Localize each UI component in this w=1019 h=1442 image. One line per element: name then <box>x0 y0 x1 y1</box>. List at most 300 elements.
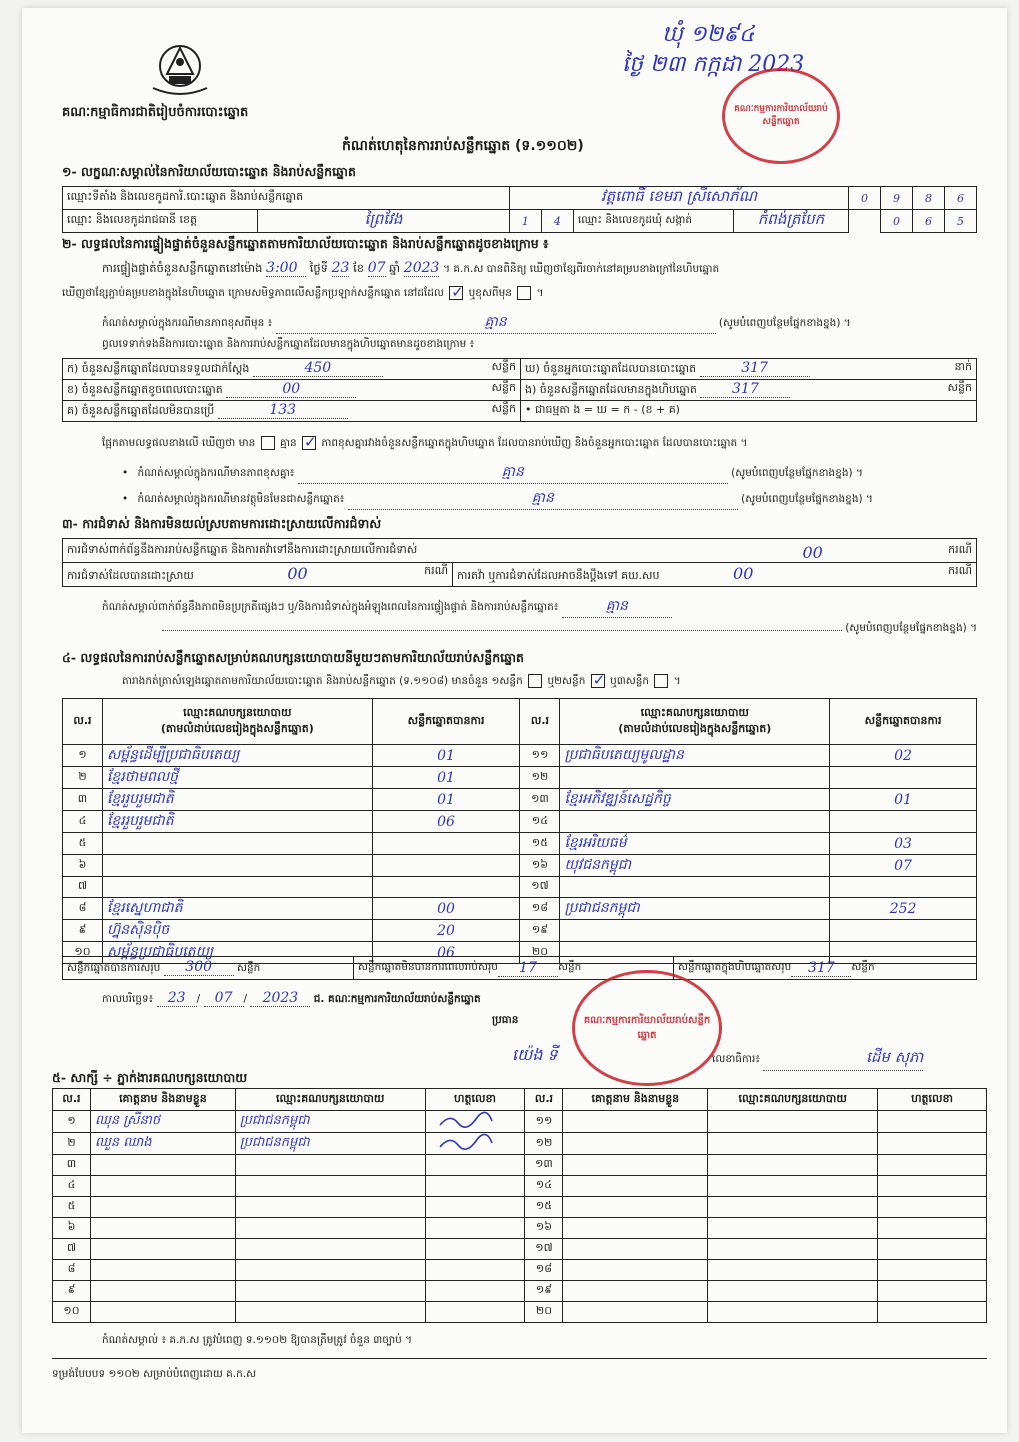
emblem-icon <box>147 38 213 100</box>
witness-name <box>90 1281 235 1302</box>
section1-table <box>62 186 977 233</box>
witness-name <box>563 1302 708 1323</box>
count-k-value: 450 <box>253 360 383 377</box>
witness-party <box>708 1260 878 1281</box>
stamp-bottom: គណៈកម្មការការិយាល័យរាប់សន្លឹកឆ្នោត <box>572 970 722 1086</box>
result-party: សម្ព័ន្ធដើម្បីប្រជាធិបតេយ្យ <box>102 745 372 767</box>
witness-name <box>563 1218 708 1239</box>
changed-label: ឬខុសពីមុន <box>468 287 512 299</box>
result-party: ខ្មែររួបរួមជាតិ <box>102 811 372 833</box>
witness-name <box>563 1133 708 1155</box>
witness-no: ៦ <box>53 1218 91 1239</box>
form-title: កំណត់ហេតុនៃការរាប់សន្លឹកឆ្នោត (ទ.១១០២) <box>342 138 584 154</box>
count-g-unit: សន្លឹក <box>491 402 516 415</box>
tally-sheets-row: តារាងកត់ត្រាសំឡេងឆ្នោតតាមការិយាល័យបោះឆ្នោត និងរាប់សន្លឹកឆ្នោត (ទ.១១០៨) មានចំនួន ១សន្លឹក ឬ២សន្លឹក ✓ ឬ៣សន្លឹក ។ <box>122 674 681 690</box>
counts-intro: ព្ធលទេទាក់ទងនឹងការបោះឆ្នោត និងការរាប់សន្លឹកឆ្នោតដែលមានក្នុងហិបឆ្នោតមានដូចខាងក្រោម ៖ <box>102 338 475 350</box>
witness-signature <box>878 1155 987 1176</box>
count-k-unit: សន្លឹក <box>491 360 516 373</box>
section4-title: ៤- លទ្ធផលនៃការរាប់សន្លឹកឆ្នោតសម្រាប់គណបក្សនយោបាយនីមួយៗតាមការិយាល័យរាប់សន្លឹកឆ្នោត <box>62 650 524 665</box>
count-kh-value: 00 <box>226 381 356 398</box>
count-g-label: គ) ចំនួនសន្លឹកឆ្នោតដែលមិនបានប្រើ <box>67 404 215 417</box>
count-kh-label: ខ) ចំនួនសន្លឹកឆ្នោតខូចពេលបោះឆ្នោត <box>67 383 223 396</box>
witness-name <box>90 1239 235 1260</box>
witness-col-name-right: គោត្តនាម និងនាមខ្លួន <box>563 1089 708 1111</box>
date-year: 2023 <box>250 990 310 1007</box>
result-no: ២ <box>63 767 103 789</box>
witness-no: ៥ <box>53 1197 91 1218</box>
total-valid-unit: សន្លឹក <box>237 962 261 974</box>
object-note-suffix: (សូមបំពេញបន្ថែមផ្នែកខាងខ្នង) ។ <box>741 493 873 505</box>
witness-no: ១៤ <box>525 1176 563 1197</box>
witness-party <box>235 1260 425 1281</box>
witness-table <box>52 1088 987 1323</box>
witness-name <box>90 1197 235 1218</box>
result-party <box>560 767 830 789</box>
col-party-left: ឈ្មោះគណបក្សនយោបាយ (តាមលំដាប់លេខរៀងក្នុងសន្លឹកឆ្នោត) <box>102 699 372 745</box>
witness-party <box>708 1218 878 1239</box>
footer-note: កំណត់សម្គាល់ ៖ គ.ក.ស ត្រូវបំពេញ ទ.១១០២ ឱ្យបានត្រឹមត្រូវ ចំនួន ៣ច្បាប់ ។ <box>102 1334 413 1346</box>
count-g-value: 133 <box>218 402 348 419</box>
result-votes: 02 <box>830 745 977 767</box>
witness-row <box>53 1302 987 1323</box>
total-box-cell <box>673 957 976 979</box>
appeal-unit: ករណី <box>948 564 972 577</box>
witness-party <box>708 1197 878 1218</box>
tally-three-sheets-checkbox[interactable] <box>654 674 668 688</box>
witness-no: ៤ <box>53 1176 91 1197</box>
witness-name <box>90 1260 235 1281</box>
result-no: ៧ <box>63 877 103 898</box>
province-label: ឈ្មោះ និងលេខកូដរាជធានី ខេត្ត <box>63 210 258 233</box>
witness-col-no-right: ល.រ <box>525 1089 563 1111</box>
witness-party <box>235 1176 425 1197</box>
count-kh-cell <box>63 380 521 401</box>
secretary-name: ដើម សុភា <box>763 1048 923 1071</box>
difference-note-row <box>122 462 863 484</box>
compare-row <box>102 436 747 452</box>
witness-no: ១៧ <box>525 1239 563 1260</box>
witness-col-sign-left: ហត្ថលេខា <box>425 1089 525 1111</box>
result-party: ខ្មែរថាមពលថ្មី <box>102 767 372 789</box>
totals-row <box>62 956 977 980</box>
province-value: ព្រៃវែង <box>258 210 510 233</box>
secretary-label: លេខាធិការ៖ <box>712 1053 760 1065</box>
difference-note-label: កំណត់សម្គាល់ក្នុងករណីមានភាពខុសគ្នា៖ <box>137 467 295 479</box>
change-note-value: គ្មាន <box>276 312 716 334</box>
count-gh-cell <box>521 359 977 380</box>
stamp-top: គណៈកម្មការការិយាល័យរាប់សន្លឹកឆ្នោត <box>722 68 840 164</box>
commune-code-3: 5 <box>945 210 977 233</box>
province-code-2: 4 <box>541 210 573 233</box>
difference-note-value: គ្មាន <box>298 462 728 484</box>
change-note-suffix: (សូមបំពេញបន្ថែមផ្នែកខាងខ្នង) ។ <box>718 317 851 329</box>
col-no-left: ល.រ <box>63 699 103 745</box>
result-votes <box>372 877 520 898</box>
result-votes: 01 <box>372 789 520 811</box>
witness-col-no-left: ល.រ <box>53 1089 91 1111</box>
irregularity-note-value: គ្មាន <box>562 596 672 618</box>
witness-signature <box>878 1302 987 1323</box>
commune-code-2: 6 <box>913 210 945 233</box>
total-invalid-value: 17 <box>498 960 558 977</box>
resolved-unit: ករណី <box>424 564 448 577</box>
object-note-value: គ្មាន <box>348 488 738 510</box>
result-party <box>560 920 830 942</box>
appeal-cell <box>453 563 977 587</box>
result-no: ១០ <box>63 942 103 964</box>
count-ng-cell <box>521 380 977 401</box>
result-no: ១៧ <box>520 877 560 898</box>
result-votes: 252 <box>830 898 977 920</box>
witness-name <box>90 1176 235 1197</box>
witness-party: ប្រជាជនកម្ពុជា <box>235 1133 425 1155</box>
count-kh-unit: សន្លឹក <box>491 381 516 394</box>
witness-party <box>708 1302 878 1323</box>
count-g-cell <box>63 401 521 422</box>
unchanged-checkbox[interactable] <box>449 286 463 300</box>
result-party: សម្ព័ន្ធប្រជាធិបតេយ្យ <box>102 942 372 964</box>
witness-signature <box>425 1302 525 1323</box>
witness-row <box>53 1260 987 1281</box>
commune-code-1: 0 <box>881 210 913 233</box>
witness-name: ឈួន ឈាង <box>90 1133 235 1155</box>
witness-signature <box>878 1176 987 1197</box>
verification-month-label: ខែ <box>353 261 365 275</box>
witness-signature <box>878 1281 987 1302</box>
result-party: ខ្មែរអភិវឌ្ឍន៍សេដ្ឋកិច្ច <box>560 789 830 811</box>
resolved-label: ការជំទាស់ដែលបានដោះស្រាយ <box>67 569 194 582</box>
tally-one-sheet-label: តារាងកត់ត្រាសំឡេងឆ្នោតតាមការិយាល័យបោះឆ្នោត និងរាប់សន្លឹកឆ្នោត (ទ.១១០៨) មានចំនួន ១សន្លឹក <box>122 675 523 687</box>
witness-name <box>563 1197 708 1218</box>
witness-name <box>563 1239 708 1260</box>
col-votes-left: សន្លឹកឆ្នោតបានការ <box>372 699 520 745</box>
verification-line2-text: ឃើញថាខ្សែភ្ជាប់គម្របខាងក្នុងនៃហិបឆ្នោត ក្រោមសមិទ្ធភាពលើសន្លឹកប្រឡាក់សន្លឹកឆ្នោត នៅដដែល <box>62 287 444 299</box>
witness-party <box>708 1155 878 1176</box>
location-code-2: 9 <box>881 187 913 210</box>
result-no: ១២ <box>520 767 560 789</box>
irregularity-note-suffix <box>102 622 977 637</box>
verification-time-label: ការផ្ទៀងផ្ទាត់ចំនួនសន្លឹកឆ្នោតនៅម៉ោង <box>102 261 263 275</box>
count-gh-label: ឃ) ចំនួនអ្នកបោះឆ្នោតដែលបានបោះឆ្នោត <box>525 362 697 375</box>
result-no: ៨ <box>63 898 103 920</box>
chair-label: ប្រធាន <box>492 1014 519 1026</box>
result-party <box>102 833 372 855</box>
result-no: ១៦ <box>520 855 560 877</box>
date-row: កាលបរិច្ឆេទ៖ 23 / 07 / 2023 ជ. គណៈកម្មការការិយាល័យរាប់សន្លឹកឆ្នោត <box>102 990 481 1006</box>
witness-no: ១៩ <box>525 1281 563 1302</box>
section1-title: ១- លក្ខណៈសម្គាល់នៃការិយាល័យបោះឆ្នោត និងរាប់សន្លឹកឆ្នោត <box>62 164 356 179</box>
witness-no: ១៣ <box>525 1155 563 1176</box>
result-votes: 01 <box>372 767 520 789</box>
formula: • ជាធម្មតា ង = ឃ = ក - (ខ + គ) <box>521 401 977 422</box>
result-party: ខ្មែរអរិយធម៌ <box>560 833 830 855</box>
verification-year-label: ឆ្នាំ <box>389 261 401 275</box>
witness-no: ៩ <box>53 1281 91 1302</box>
col-no-right: ល.រ <box>520 699 560 745</box>
change-note-label: កំណត់សម្គាល់ក្នុងករណីមានភាពខុសពីមុន ៖ <box>102 317 273 329</box>
total-valid-cell <box>63 959 353 977</box>
compare-text: ភាពខុសគ្នារវាងចំនួនសន្លឹកឆ្នោតក្នុងហិបឆ្នោត ដែលបានរាប់ឃើញ និងចំនួនអ្នកបោះឆ្នោត ដែលបានបោះឆ្នោត ។ <box>321 437 748 449</box>
object-note-label: កំណត់សម្គាល់ក្នុងករណីមានវត្ថុមិនមែនជាសន្លឹកឆ្នោត៖ <box>137 493 345 505</box>
witness-no: ៣ <box>53 1155 91 1176</box>
witness-signature <box>425 1176 525 1197</box>
result-party: ហ្វ៊ុនស៊ិនប៉ិច <box>102 920 372 942</box>
witness-no: ១៦ <box>525 1218 563 1239</box>
location-code-4: 6 <box>945 187 977 210</box>
count-gh-unit: នាក់ <box>954 360 972 373</box>
witness-signature <box>425 1260 525 1281</box>
handwritten-date: ថ្ងៃ ២៣ កក្កដា 2023 <box>622 52 805 77</box>
objections-value: 00 <box>802 542 823 562</box>
witness-name <box>563 1155 708 1176</box>
difference-no-checkbox[interactable] <box>302 436 316 450</box>
object-note-row <box>122 488 873 510</box>
result-votes <box>830 767 977 789</box>
results-row <box>63 898 977 920</box>
result-no: ១៤ <box>520 811 560 833</box>
count-ng-unit: សន្លឹក <box>947 381 972 394</box>
witness-no: ១ <box>53 1111 91 1133</box>
total-box-value: 317 <box>791 960 851 977</box>
witness-row <box>53 1133 987 1155</box>
commune-label: ឈ្មោះ និងលេខកូដឃុំ សង្កាត់ <box>573 210 733 233</box>
witness-signature <box>878 1260 987 1281</box>
result-votes <box>372 833 520 855</box>
witness-signature <box>878 1133 987 1155</box>
section3-title: ៣- ការជំទាស់ និងការមិនយល់ស្របតាមការដោះស្រាយលើការជំទាស់ <box>62 516 382 531</box>
witness-party <box>708 1133 878 1155</box>
result-party: ខ្មែររួបរួមជាតិ <box>102 789 372 811</box>
appeal-label: ការតវ៉ា ឬការជំទាស់ដែលអាចនឹងប្ដឹងទៅ គឃ.សប <box>457 569 660 582</box>
section5-title: ៥- សាក្សី ÷ ភ្នាក់ងារគណបក្សនយោបាយ <box>52 1070 248 1085</box>
col-votes-right: សន្លឹកឆ្នោតបានការ <box>830 699 977 745</box>
change-note-row <box>102 312 982 334</box>
results-table <box>62 698 977 964</box>
result-votes: 03 <box>830 833 977 855</box>
witness-signature <box>425 1218 525 1239</box>
results-row <box>63 789 977 811</box>
result-votes <box>830 920 977 942</box>
results-row <box>63 833 977 855</box>
result-party <box>560 811 830 833</box>
irregularity-note-label: កំណត់សម្គាល់ពាក់ព័ន្ធនឹងភាពមិនប្រក្រតីផ្សេងៗ ឬ/និងការជំទាស់ក្នុងអំឡុងពេលនៃការផ្ទៀងផ្ទាត់ និងការរាប់សន្លឹកឆ្នោត៖ <box>102 601 559 613</box>
count-ng-label: ង) ចំនួនសន្លឹកឆ្នោតដែលមានក្នុងហិបឆ្នោត <box>525 383 697 396</box>
result-votes <box>830 877 977 898</box>
objections-unit: ករណី <box>948 542 972 556</box>
result-no: ១៣ <box>520 789 560 811</box>
footer-divider <box>52 1358 987 1359</box>
result-party <box>102 855 372 877</box>
witness-party <box>708 1111 878 1133</box>
irregularity-suffix-text: (សូមបំពេញបន្ថែមផ្នែកខាងខ្នង) ។ <box>845 622 977 634</box>
result-votes <box>830 811 977 833</box>
difference-note-suffix: (សូមបំពេញបន្ថែមផ្នែកខាងខ្នង) ។ <box>731 467 863 479</box>
witness-party: ប្រជាជនកម្ពុជា <box>235 1111 425 1133</box>
witness-name <box>90 1155 235 1176</box>
results-row <box>63 767 977 789</box>
witness-signature <box>878 1111 987 1133</box>
witness-signature <box>878 1239 987 1260</box>
tally-two-sheets-checkbox[interactable] <box>591 674 605 688</box>
witness-signature <box>425 1133 525 1155</box>
result-votes: 06 <box>372 811 520 833</box>
witness-party <box>235 1302 425 1323</box>
witness-signature <box>878 1197 987 1218</box>
footer-form-info: ទម្រង់បែបបទ ១១០២ សម្រាប់បំពេញដោយ គ.ក.ស <box>52 1368 257 1380</box>
witness-party <box>708 1176 878 1197</box>
col-party-right: ឈ្មោះគណបក្សនយោបាយ (តាមលំដាប់លេខរៀងក្នុងសន្លឹកឆ្នោត) <box>560 699 830 745</box>
changed-checkbox[interactable] <box>517 286 531 300</box>
objections-table <box>62 538 977 587</box>
count-k-cell <box>63 359 521 380</box>
witness-row <box>53 1111 987 1133</box>
counts-table <box>62 358 977 422</box>
witness-signature <box>878 1218 987 1239</box>
witness-no: ១២ <box>525 1133 563 1155</box>
results-row <box>63 745 977 767</box>
result-party <box>102 877 372 898</box>
resolved-cell <box>63 563 453 587</box>
witness-party <box>235 1197 425 1218</box>
result-party: ប្រជាជនកម្ពុជា <box>560 898 830 920</box>
witness-no: ១១ <box>525 1111 563 1133</box>
witness-signature <box>425 1155 525 1176</box>
witness-name <box>563 1281 708 1302</box>
handwritten-reference: ឃុំ ១២៩៤ <box>662 22 755 47</box>
total-valid-value: 300 <box>164 959 234 976</box>
committee-name: គណៈកម្មាធិការជាតិរៀបចំការបោះឆ្នោត <box>62 105 249 120</box>
count-ng-value: 317 <box>700 381 790 398</box>
result-no: ៦ <box>63 855 103 877</box>
witness-col-party-right: ឈ្មោះគណបក្សនយោបាយ <box>708 1089 878 1111</box>
result-no: ៩ <box>63 920 103 942</box>
result-no: ១១ <box>520 745 560 767</box>
irregularity-note-row <box>102 596 672 618</box>
results-row <box>63 811 977 833</box>
location-value: វត្តពោធិ៍ ខេមរា ស្រីសោភ័ណ <box>509 187 848 210</box>
result-no: ៤ <box>63 811 103 833</box>
objections-label: ការជំទាស់ពាក់ព័ន្ធនឹងការរាប់សន្លឹកឆ្នោត និងការតវ៉ាទៅនឹងការដោះស្រាយលើការជំទាស់ <box>67 542 418 556</box>
witness-row <box>53 1176 987 1197</box>
verification-month: 07 <box>367 260 386 276</box>
result-no: ១៨ <box>520 898 560 920</box>
result-no: ១៥ <box>520 833 560 855</box>
witness-name <box>563 1111 708 1133</box>
witness-party <box>235 1218 425 1239</box>
witness-party <box>708 1281 878 1302</box>
witness-party <box>235 1155 425 1176</box>
commune-value: កំពង់ត្របែក <box>733 210 848 233</box>
witness-row <box>53 1281 987 1302</box>
witness-row <box>53 1155 987 1176</box>
witness-no: ២០ <box>525 1302 563 1323</box>
witness-col-party-left: ឈ្មោះគណបក្សនយោបាយ <box>235 1089 425 1111</box>
result-party: ប្រជាធិបតេយ្យមូលដ្ឋាន <box>560 745 830 767</box>
total-valid-label: សន្លឹកឆ្នោតបានការសរុប <box>67 962 161 974</box>
witness-name <box>563 1260 708 1281</box>
total-box-label: សន្លឹកឆ្នោតក្នុងហិបឆ្នោតសរុប <box>678 960 792 973</box>
secretary-row <box>712 1048 923 1071</box>
section2-title: ២- លទ្ធផលនៃការផ្ទៀងផ្ទាត់ចំនួនសន្លឹកឆ្នោតតាមការិយាល័យបោះឆ្នោត និងរាប់សន្លឹកឆ្នោតដូចខាងក្រោម ៖ <box>62 236 549 251</box>
witness-name <box>563 1176 708 1197</box>
date-label: កាលបរិច្ឆេទ៖ <box>102 993 154 1005</box>
result-votes: 06 <box>372 942 520 964</box>
chair-name: យ៉េង ទី <box>512 1045 558 1064</box>
location-label: ឈ្មោះទីតាំង និងលេខកូដការិ.បោះឆ្នោត និងរាប់សន្លឹកឆ្នោត <box>63 187 510 210</box>
results-row <box>63 920 977 942</box>
witness-name <box>90 1218 235 1239</box>
result-no: ៥ <box>63 833 103 855</box>
verification-year: 2023 <box>403 260 440 276</box>
witness-col-name-left: គោត្តនាម និងនាមខ្លួន <box>90 1089 235 1111</box>
location-code-3: 8 <box>913 187 945 210</box>
results-row <box>63 855 977 877</box>
compare-no-label: គ្មាន <box>280 437 297 449</box>
compare-yes-label: ផ្អែកតាមលទ្ធផលខាងលើ ឃើញថា មាន <box>102 437 256 449</box>
tally-two-sheets-label: ឬ២សន្លឹក <box>547 675 586 687</box>
result-party: យុវជនកម្ពុជា <box>560 855 830 877</box>
verification-day-label: ថ្ងៃទី <box>309 261 328 275</box>
resolved-value: 00 <box>287 564 308 583</box>
witness-signature <box>425 1111 525 1133</box>
date-month: 07 <box>204 990 244 1007</box>
witness-party <box>235 1281 425 1302</box>
witness-no: ៧ <box>53 1239 91 1260</box>
total-invalid-unit: សន្លឹក <box>557 960 582 973</box>
result-votes: 00 <box>372 898 520 920</box>
result-votes: 07 <box>830 855 977 877</box>
objections-row1 <box>63 539 977 563</box>
tally-one-sheet-checkbox[interactable] <box>528 674 542 688</box>
witness-no: ១៨ <box>525 1260 563 1281</box>
result-no: ២០ <box>520 942 560 964</box>
witness-signature <box>425 1239 525 1260</box>
result-votes <box>372 855 520 877</box>
verification-day: 23 <box>331 260 350 276</box>
result-votes: 01 <box>830 789 977 811</box>
result-no: ៣ <box>63 789 103 811</box>
result-party: ខ្មែរស្នេហាជាតិ <box>102 898 372 920</box>
verification-time: 3:00 <box>266 260 306 277</box>
count-gh-value: 317 <box>700 360 810 377</box>
result-no: ១៩ <box>520 920 560 942</box>
total-invalid-label: សន្លឹកឆ្នោតមិនបានការពេលរាប់សរុប <box>358 960 498 973</box>
committee-sign-label: ជ. គណៈកម្មការការិយាល័យរាប់សន្លឹកឆ្នោត <box>313 993 481 1005</box>
witness-no: ១០ <box>53 1302 91 1323</box>
verification-line2: ឃើញថាខ្សែភ្ជាប់គម្របខាងក្នុងនៃហិបឆ្នោត ក្រោមសមិទ្ធភាពលើសន្លឹកប្រឡាក់សន្លឹកឆ្នោត នៅដដែល ✓ ឬខុសពីមុន ។ <box>62 286 544 302</box>
witness-signature <box>425 1197 525 1218</box>
witness-no: ២ <box>53 1133 91 1155</box>
result-no: ១ <box>63 745 103 767</box>
total-box-unit: សន្លឹក <box>851 960 875 973</box>
witness-no: ១៥ <box>525 1197 563 1218</box>
count-k-label: ក) ចំនួនសន្លឹកឆ្នោតដែលបានទទួលជាក់ស្ដែង <box>67 362 250 375</box>
result-party <box>560 877 830 898</box>
witness-col-sign-right: ហត្ថលេខា <box>878 1089 987 1111</box>
witness-name: ឈុន ស្រីនាថ <box>90 1111 235 1133</box>
witness-name <box>90 1302 235 1323</box>
appeal-value: 00 <box>733 564 754 583</box>
witness-no: ៨ <box>53 1260 91 1281</box>
difference-yes-checkbox[interactable] <box>261 436 275 450</box>
witness-row <box>53 1218 987 1239</box>
verification-line1 <box>102 260 719 278</box>
witness-row <box>53 1197 987 1218</box>
witness-signature <box>425 1281 525 1302</box>
province-code-1: 1 <box>509 210 541 233</box>
tally-three-sheets-label: ឬ៣សន្លឹក <box>610 675 650 687</box>
witness-party <box>235 1239 425 1260</box>
